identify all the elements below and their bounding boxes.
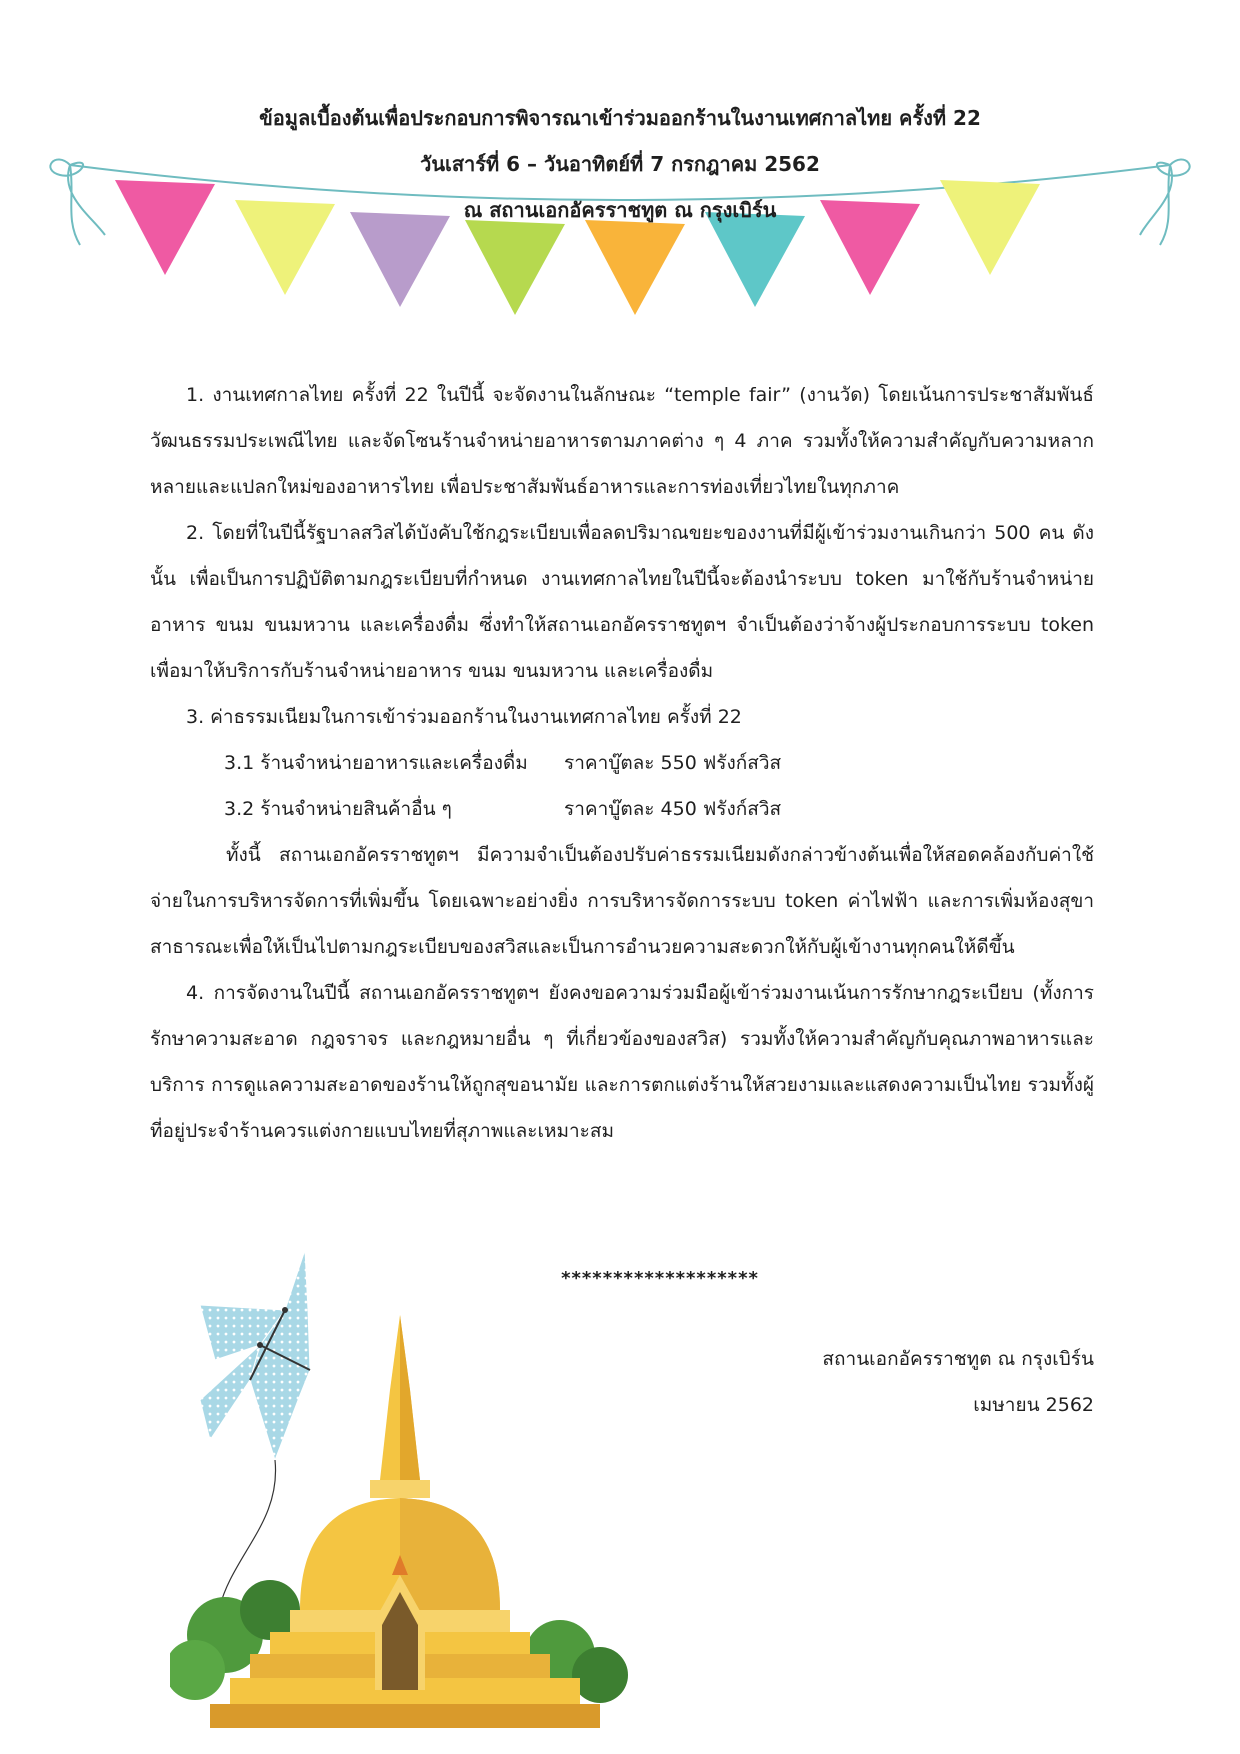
- title-line-1: ข้อมูลเบื้องต้นเพื่อประกอบการพิจารณาเข้าร่วมออกร้านในงานเทศกาลไทย ครั้งที่ 22: [259, 106, 981, 130]
- document-header: [0, 95, 1240, 233]
- paragraph-3: 3. ค่าธรรมเนียมในการเข้าร่วมออกร้านในงานเทศกาลไทย ครั้งที่ 22: [186, 706, 742, 728]
- paragraph-2: 2. โดยที่ในปีนี้รัฐบาลสวิสได้บังคับใช้กฎระเบียบเพื่อลดปริมาณขยะของงานที่มีผู้เข้าร่วมงานเกินกว่า 500 คน ดังนั้น เพื่อเป็นการปฏิบัติตามกฎระเบียบที่กำหนด งานเทศกาลไทยในปีนี้จะต้องนำระบบ token มาใช้กับร้านจำหน่ายอาหาร ขนม ขนมหวาน และเครื่องดื่ม ซึ่งทำให้สถานเอกอัครราชทูตฯ จำเป็นต้องว่าจ้างผู้ประกอบการระบบ token เพื่อมาให้บริการกับร้านจำหน่ายอาหาร ขนม ขนมหวาน และเครื่องดื่ม: [150, 522, 1094, 682]
- fee-price: ราคาบู๊ตละ 450 ฟรังก์สวิส: [564, 798, 782, 820]
- fee-note: ทั้งนี้ สถานเอกอัครราชทูตฯ มีความจำเป็นต้องปรับค่าธรรมเนียมดังกล่าวข้างต้นเพื่อให้สอดคล้องกับค่าใช้จ่ายในการบริหารจัดการที่เพิ่มขึ้น โดยเฉพาะอย่างยิ่ง การบริหารจัดการระบบ token ค่าไฟฟ้า และการเพิ่มห้องสุขาสาธารณะเพื่อให้เป็นไปตามกฎระเบียบของสวิสและเป็นการอำนวยความสะดวกให้กับผู้เข้างานทุกคนให้ดีขึ้น: [150, 844, 1094, 958]
- bunting-flag: [585, 220, 685, 315]
- title-line-3: ณ สถานเอกอัครราชทูต ณ กรุงเบิร์น: [463, 198, 777, 222]
- bunting-flag: [465, 220, 565, 315]
- fee-label: 3.1 ร้านจำหน่ายอาหารและเครื่องดื่ม: [224, 752, 528, 774]
- signature-date: เมษายน 2562: [973, 1394, 1094, 1416]
- paragraph-4: 4. การจัดงานในปีนี้ สถานเอกอัครราชทูตฯ ยังคงขอความร่วมมือผู้เข้าร่วมงานเน้นการรักษากฎระเบียบ (ทั้งการรักษาความสะอาด กฎจราจร และกฎหมายอื่น ๆ ที่เกี่ยวข้องของสวิส) รวมทั้งให้ความสำคัญกับคุณภาพอาหารและบริการ การดูแลความสะอาดของร้านให้ถูกสุขอนามัย และการตกแต่งร้านให้สวยงามและแสดงความเป็นไทย รวมทั้งผู้ที่อยู่ประจำร้านควรแต่งกายแบบไทยที่สุภาพและเหมาะสม: [150, 982, 1094, 1142]
- separator-stars: *******************: [561, 1268, 759, 1289]
- fee-price: ราคาบู๊ตละ 550 ฟรังก์สวิส: [564, 752, 782, 774]
- signature-org: สถานเอกอัครราชทูต ณ กรุงเบิร์น: [822, 1348, 1094, 1370]
- title-line-2: วันเสาร์ที่ 6 – วันอาทิตย์ที่ 7 กรกฎาคม 2562: [420, 152, 820, 176]
- fee-row: [150, 786, 1094, 832]
- signature-block: [822, 1336, 1094, 1428]
- fee-label: 3.2 ร้านจำหน่ายสินค้าอื่น ๆ: [224, 798, 452, 820]
- document-body: [150, 372, 1094, 1154]
- temple-stupa-icon: [170, 1310, 640, 1730]
- paragraph-1: 1. งานเทศกาลไทย ครั้งที่ 22 ในปีนี้ จะจัดงานในลักษณะ “temple fair” (งานวัด) โดยเน้นการประชาสัมพันธ์วัฒนธรรมประเพณีไทย และจัดโซนร้านจำหน่ายอาหารตามภาคต่าง ๆ 4 ภาค รวมทั้งให้ความสำคัญกับความหลากหลายและแปลกใหม่ของอาหารไทย เพื่อประชาสัมพันธ์อาหารและการท่องเที่ยวไทยในทุกภาค: [150, 384, 1094, 498]
- fee-row: [150, 740, 1094, 786]
